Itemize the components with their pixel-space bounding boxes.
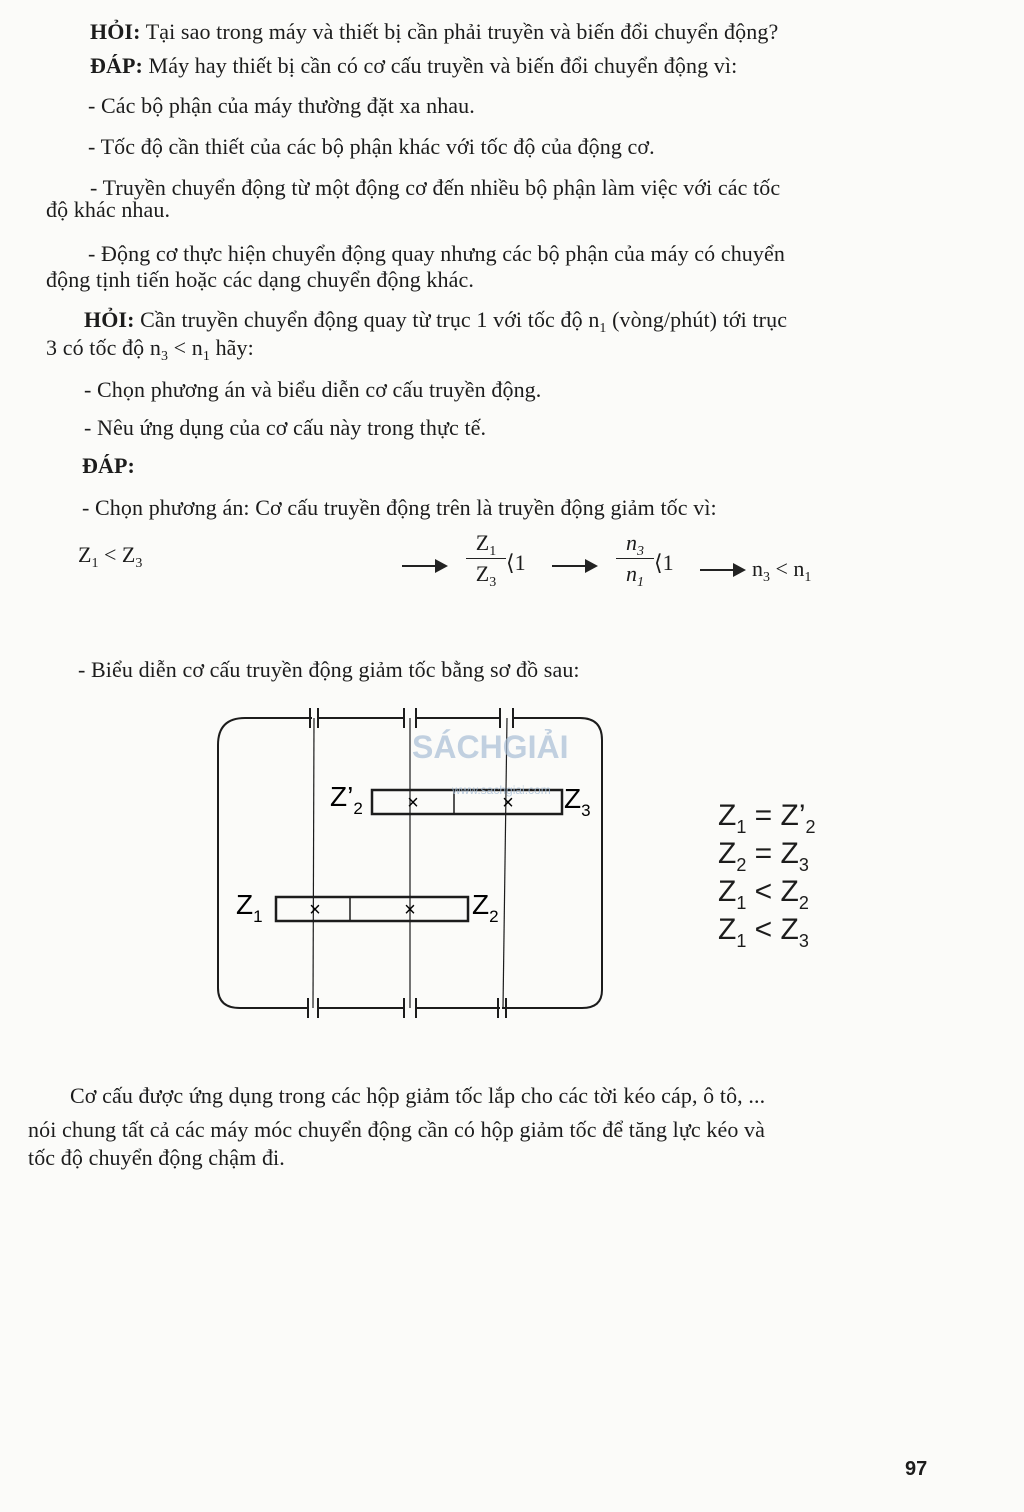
gear-cross-mark: ×: [404, 899, 416, 921]
application-line: nói chung tất cả các máy móc chuyển động cần có hộp giảm tốc để tăng lực kéo và: [28, 1117, 766, 1142]
question-label: HỎI:: [84, 307, 135, 332]
label-z2-prime: $Z’_2$: [330, 781, 363, 818]
relation-line: $Z_2 = Z_3$: [718, 837, 809, 875]
answer-1-bullet: - Động cơ thực hiện chuyển động quay nhưng các bộ phận của máy có chuyển: [88, 241, 785, 266]
page-number: 97: [905, 1458, 928, 1480]
relation-line: $Z_1 < Z_3$: [718, 913, 809, 951]
label-z3: $Z_3$: [564, 783, 591, 820]
label-z1: $Z_1$: [236, 889, 263, 926]
frame-left: [218, 718, 312, 1008]
application-line: Cơ cấu được ứng dụng trong các hộp giảm tốc lắp cho các tời kéo cáp, ô tô, ...: [70, 1083, 766, 1108]
question-label: HỎI:: [90, 19, 141, 44]
answer-label: ĐÁP:: [90, 53, 143, 78]
diagram-intro: - Biểu diễn cơ cấu truyền động giảm tốc bằng sơ đồ sau:: [78, 657, 580, 682]
watermark-url: www.sachgiai.com: [452, 783, 551, 797]
label-z2: $Z_2$: [472, 889, 499, 926]
gear-cross-mark: ×: [309, 899, 321, 921]
gear-cross-mark: ×: [407, 792, 419, 814]
answer-label: ĐÁP:: [82, 453, 135, 478]
answer-1-bullet-cont: độ khác nhau.: [46, 197, 171, 222]
relation-line: $Z_1$ = $Z’_2$: [718, 799, 816, 837]
answer-text: Máy hay thiết bị cần có cơ cấu truyền và biến đổi chuyển động vì:: [142, 53, 738, 78]
fraction-relation: ⟨1: [506, 550, 526, 575]
relation-line: $Z_1 < Z_2$: [718, 875, 809, 913]
answer-1-bullet: - Truyền chuyển động từ một động cơ đến nhiều bộ phận làm việc với các tốc: [90, 175, 781, 200]
fraction-relation: ⟨1: [654, 550, 674, 575]
right-arrow-icon: [552, 565, 596, 567]
question-2-item: - Chọn phương án và biểu diễn cơ cấu truyền động.: [84, 377, 542, 402]
question-2-line-2: 3 có tốc độ $n_3 < n_1$ hãy:: [46, 335, 254, 364]
question-2-item: - Nêu ứng dụng của cơ cấu này trong thực tế.: [84, 415, 487, 440]
watermark-logo: SÁCHGIẢI: [412, 729, 569, 765]
question-2: HỎI: Cần truyền chuyển động quay từ trục 1 với tốc độ $n_1$ (vòng/phút) tới trục: [84, 307, 788, 336]
answer-1-bullet-cont: động tịnh tiến hoặc các dạng chuyển động khác.: [46, 267, 474, 292]
question-1: [90, 18, 778, 46]
gear-pair-z1-z2: [276, 897, 468, 921]
formula-z1-lt-z3: $Z_1 < Z_3$: [78, 542, 143, 571]
application-line: tốc độ chuyển động chậm đi.: [28, 1145, 285, 1170]
fraction-z1-z3: $Z_1$ $Z_3$: [466, 530, 506, 587]
fraction-bar: [466, 558, 506, 559]
answer-1-bullet: - Tốc độ cần thiết của các bộ phận khác với tốc độ của động cơ.: [88, 134, 655, 159]
gear-cross-mark: ×: [502, 792, 514, 814]
answer-2-choose: - Chọn phương án: Cơ cấu truyền động trên là truyền động giảm tốc vì:: [82, 495, 717, 520]
right-arrow-icon: [402, 565, 446, 567]
question-text: Tại sao trong máy và thiết bị cần phải truyền và biến đổi chuyển động?: [140, 19, 779, 44]
answer-1-bullet: - Các bộ phận của máy thường đặt xa nhau.: [88, 93, 475, 118]
fraction-n3-n1: $n_3$ $n_1$: [616, 530, 654, 587]
right-arrow-icon: [700, 569, 744, 571]
shaft-1: [313, 718, 314, 1008]
fraction-bar: [616, 558, 654, 559]
answer-1: [90, 52, 737, 80]
gear-train-diagram: [200, 700, 640, 1030]
formula-result: $n_3 < n_1$: [752, 556, 812, 585]
